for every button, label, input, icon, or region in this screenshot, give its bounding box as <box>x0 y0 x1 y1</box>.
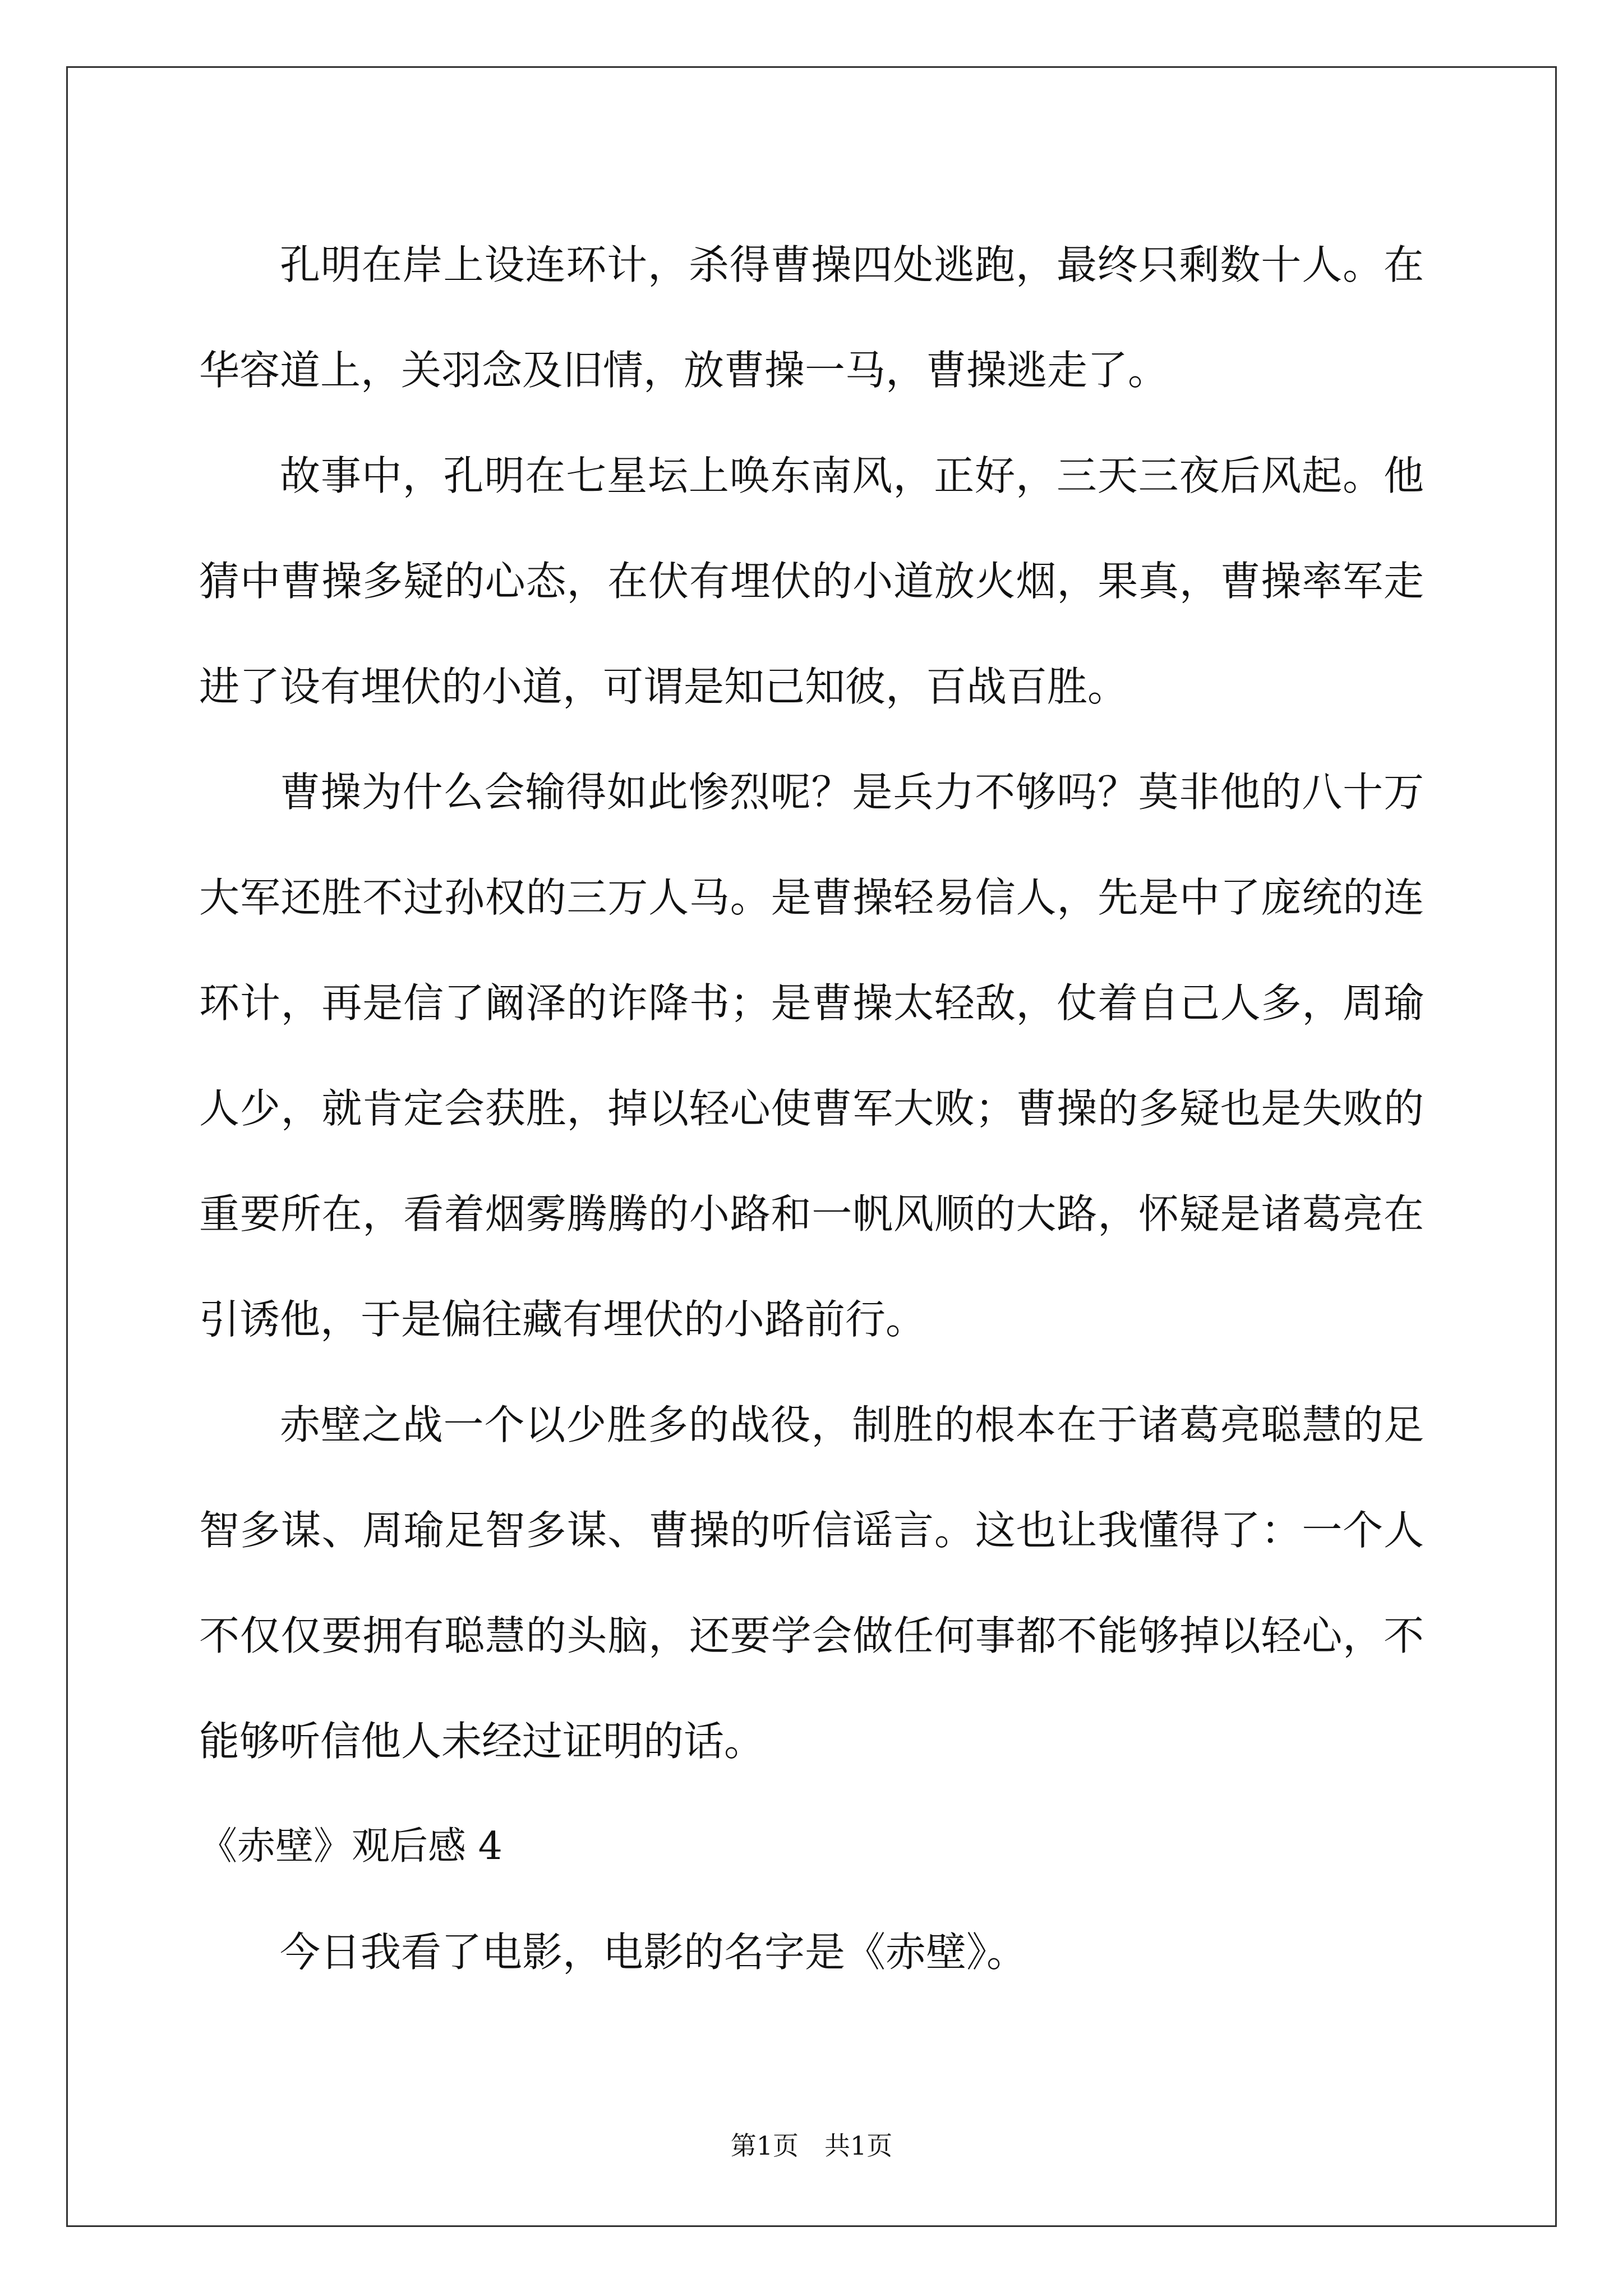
paragraph-1: 孔明在岸上设连环计，杀得曹操四处逃跑，最终只剩数十人。在华容道上，关羽念及旧情，放曹操一马，曹操逃走了。 <box>199 241 1424 394</box>
document-body <box>199 212 1424 2005</box>
paragraph-3: 曹操为什么会输得如此惨烈呢？是兵力不够吗？莫非他的八十万大军还胜不过孙权的三万人马。是曹操轻易信人，先是中了庞统的连环计，再是信了阚泽的诈降书；是曹操太轻敌，仗着自己人多，周瑜人少，就肯定会获胜，掉以轻心使曹军大败；曹操的多疑也是失败的重要所在，看着烟雾腾腾的小路和一帆风顺的大路，怀疑是诸葛亮在引诱他，于是偏往藏有埋伏的小路前行。 <box>199 769 1424 1343</box>
paragraph-5: 今日我看了电影，电影的名字是《赤壁》。 <box>280 1929 1027 1976</box>
page-footer: 第1页 共1页 <box>730 2131 893 2161</box>
paragraph-2: 故事中，孔明在七星坛上唤东南风，正好，三天三夜后风起。他猜中曹操多疑的心态，在伏有埋伏的小道放火烟，果真，曹操率军走进了设有埋伏的小道，可谓是知己知彼，百战百胜。 <box>199 452 1424 710</box>
section-heading: 《赤壁》观后感 4 <box>199 1824 502 1869</box>
paragraph-4: 赤壁之战一个以少胜多的战役，制胜的根本在于诸葛亮聪慧的足智多谋、周瑜足智多谋、曹操的听信谣言。这也让我懂得了：一个人不仅仅要拥有聪慧的头脑，还要学会做任何事都不能够掉以轻心，不能够听信他人未经过证明的话。 <box>199 1401 1424 1765</box>
